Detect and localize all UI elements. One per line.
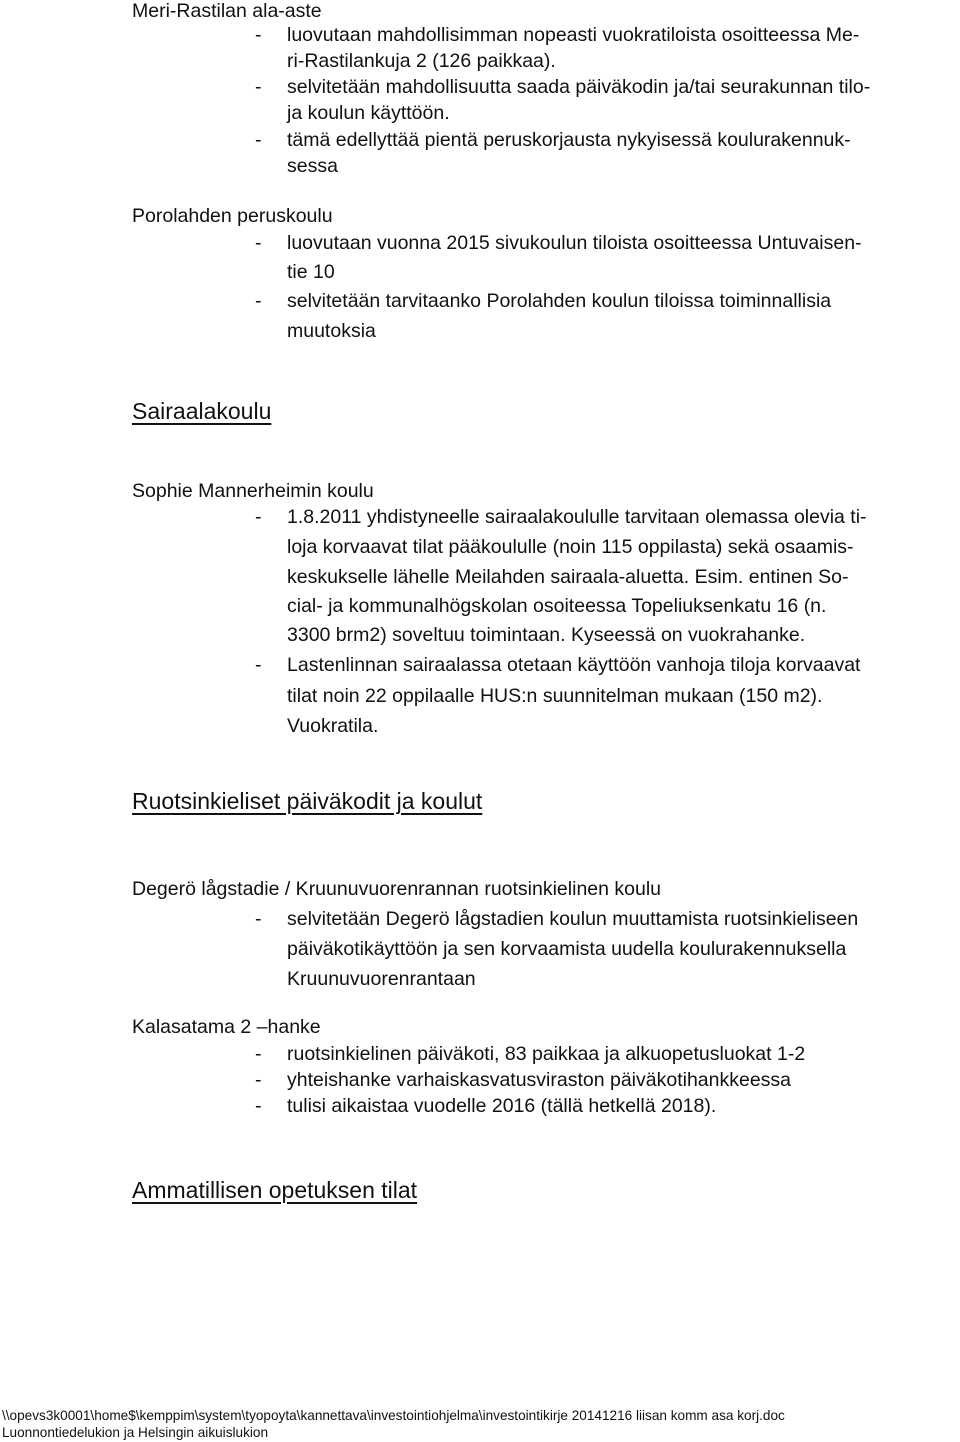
section-title-porolahti: Porolahden peruskoulu: [132, 205, 333, 227]
bullet-text: keskukselle lähelle Meilahden sairaala-aluetta. Esim. entinen So-: [287, 566, 849, 588]
bullet-dash: -: [255, 1095, 262, 1117]
bullet-text: ruotsinkielinen päiväkoti, 83 paikkaa ja alkuopetusluokat 1-2: [287, 1043, 806, 1065]
bullet-text: yhteishanke varhaiskasvatusviraston päiväkotihankkeessa: [287, 1069, 792, 1091]
bullet-dash: -: [255, 129, 262, 151]
section-title-meri-rastila: Meri-Rastilan ala-aste: [132, 0, 322, 22]
footer-file-path: \\opevs3k0001\home$\kemppim\system\tyopoyta\kannettava\investointiohjelma\investointikirje 20141216 liisan komm asa korj.doc: [2, 1408, 785, 1423]
bullet-dash: -: [255, 908, 262, 930]
bullet-text: selvitetään mahdollisuutta saada päiväkodin ja/tai seurakunnan tilo-: [287, 76, 871, 98]
bullet-text: ri-Rastilankuja 2 (126 paikkaa).: [287, 50, 556, 72]
bullet-text: loja korvaavat tilat pääkoululle (noin 115 oppilasta) sekä osaamis-: [287, 536, 854, 558]
bullet-text: sessa: [287, 155, 338, 177]
bullet-text: selvitetään Degerö lågstadien koulun muuttamista ruotsinkieliseen: [287, 908, 859, 930]
bullet-dash: -: [255, 654, 262, 676]
section-heading-ruotsinkieliset: Ruotsinkieliset päiväkodit ja koulut: [132, 788, 483, 814]
bullet-text: luovutaan vuonna 2015 sivukoulun tiloista osoitteessa Untuvaisen-: [287, 232, 862, 254]
bullet-text: selvitetään tarvitaanko Porolahden koulun tiloissa toiminnallisia: [287, 290, 832, 312]
bullet-text: päiväkotikäyttöön ja sen korvaamista uudella koulurakennuksella: [287, 938, 847, 960]
bullet-dash: -: [255, 506, 262, 528]
bullet-dash: -: [255, 1043, 262, 1065]
section-heading-ammatillinen: Ammatillisen opetuksen tilat: [132, 1177, 418, 1203]
bullet-text: tämä edellyttää pientä peruskorjausta nykyisessä koulurakennuk-: [287, 129, 851, 151]
bullet-text: 3300 brm2) soveltuu toimintaan. Kyseessä on vuokrahanke.: [287, 624, 806, 646]
bullet-text: Lastenlinnan sairaalassa otetaan käyttöön vanhoja tiloja korvaavat: [287, 654, 861, 676]
bullet-dash: -: [255, 24, 262, 46]
section-heading-sairaalakoulu: Sairaalakoulu: [132, 398, 272, 424]
bullet-text: 1.8.2011 yhdistyneelle sairaalakoululle tarvitaan olemassa olevia ti-: [287, 506, 867, 528]
bullet-text: luovutaan mahdollisimman nopeasti vuokratiloista osoitteessa Me-: [287, 24, 860, 46]
footer-line-2: Luonnontiedelukion ja Helsingin aikuislukion: [2, 1425, 269, 1440]
bullet-text: cial- ja kommunalhögskolan osoiteessa Topeliuksenkatu 16 (n.: [287, 595, 827, 617]
bullet-dash: -: [255, 290, 262, 312]
bullet-text: tie 10: [287, 261, 335, 283]
bullet-text: Vuokratila.: [287, 715, 379, 737]
bullet-text: ja koulun käyttöön.: [287, 102, 450, 124]
bullet-dash: -: [255, 76, 262, 98]
subsection-title-sophie: Sophie Mannerheimin koulu: [132, 480, 374, 502]
bullet-dash: -: [255, 1069, 262, 1091]
bullet-text: tulisi aikaistaa vuodelle 2016 (tällä hetkellä 2018).: [287, 1095, 717, 1117]
bullet-text: Kruunuvuorenrantaan: [287, 968, 476, 990]
subsection-title-kalasatama: Kalasatama 2 –hanke: [132, 1016, 321, 1038]
subsection-title-degero: Degerö lågstadie / Kruunuvuorenrannan ruotsinkielinen koulu: [132, 878, 662, 900]
bullet-dash: -: [255, 232, 262, 254]
bullet-text: muutoksia: [287, 320, 376, 342]
bullet-text: tilat noin 22 oppilaalle HUS:n suunnitelman mukaan (150 m2).: [287, 685, 823, 707]
